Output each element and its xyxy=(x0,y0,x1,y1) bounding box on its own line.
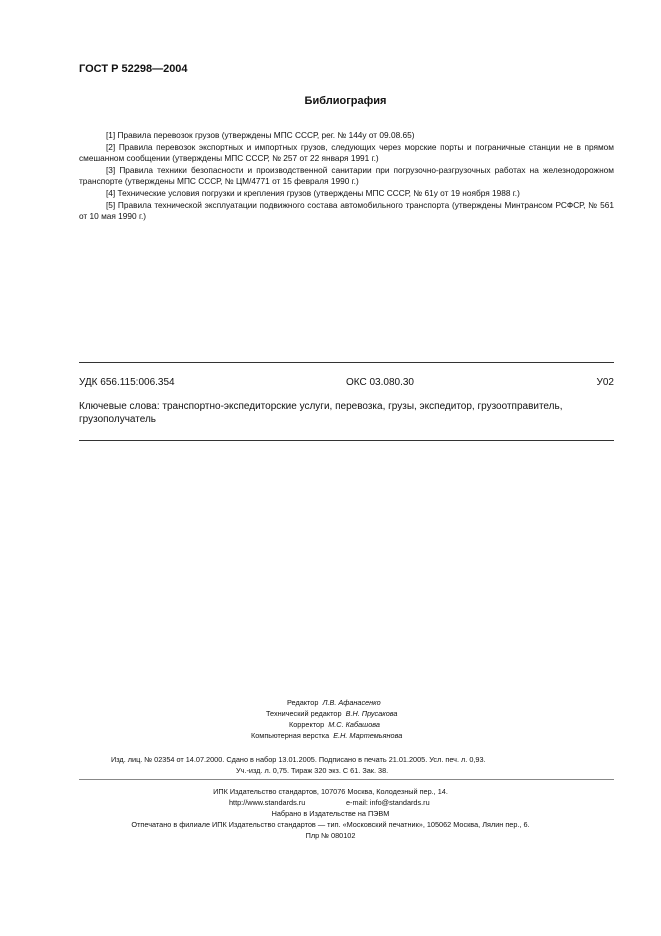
publisher-email[interactable]: e-mail: info@standards.ru xyxy=(346,798,430,807)
divider-bottom xyxy=(79,440,614,441)
divider-top xyxy=(79,362,614,363)
credit-role: Технический редактор xyxy=(266,709,342,718)
publisher-website[interactable]: http://www.standards.ru xyxy=(229,798,306,807)
publisher-line-3: Набрано в Издательстве на ПЭВМ xyxy=(271,809,390,818)
credit-role: Корректор xyxy=(289,720,325,729)
imprint-line-1: Изд. лиц. № 02354 от 14.07.2000. Сдано в набор 13.01.2005. Подписано в печать 21.01.2005. Усл. печ. л. 0,93. xyxy=(111,755,486,764)
bibliography-item-2: [2] Правила перевозок экспортных и импортных грузов, следующих через морские порты и пограничные станции не в прямом смешанном сообщении (утверждены МПС СССР, № 257 от 22 января 1991 г.) xyxy=(79,141,614,164)
publisher-line-4: Отпечатано в филиале ИПК Издательство стандартов — тип. «Московский печатник», 105062 Москва, Лялин пер., 6. xyxy=(131,820,530,829)
credit-editor xyxy=(287,697,381,708)
udk-code: УДК 656.115:006.354 xyxy=(79,377,175,388)
classification-code: У02 xyxy=(596,377,614,388)
divider-imprint xyxy=(79,779,614,780)
bibliography-item-5: [5] Правила технической эксплуатации подвижного состава автомобильного транспорта (утверждены Минтрансом РСФСР, № 561 от 10 мая 1990 г.) xyxy=(79,199,614,222)
credit-role: Компьютерная верстка xyxy=(251,731,330,740)
credit-name: В.Н. Прусакова xyxy=(345,709,398,718)
publisher-line-5: Плр № 080102 xyxy=(305,831,356,840)
credit-layout xyxy=(251,730,402,741)
bibliography-list xyxy=(79,130,614,223)
bibliography-item-3: [3] Правила техники безопасности и производственной санитарии при погрузочно-разгрузочных работах на железнодорожном транспорте (утверждены МПС СССР, № ЦМ/4771 от 15 февраля 1990 г.) xyxy=(79,164,614,187)
credit-corrector xyxy=(289,719,380,730)
publisher-line-1: ИПК Издательство стандартов, 107076 Москва, Колодезный пер., 14. xyxy=(213,787,448,796)
credit-name: Е.Н. Мартемьянова xyxy=(333,731,403,740)
credit-role: Редактор xyxy=(287,698,319,707)
imprint-line-2: Уч.-изд. л. 0,75. Тираж 320 экз. С 61. Зак. 38. xyxy=(236,766,389,775)
standard-code: ГОСТ Р 52298—2004 xyxy=(79,63,188,75)
credit-name: М.С. Кабашова xyxy=(328,720,380,729)
oks-code: ОКС 03.080.30 xyxy=(346,377,414,388)
bibliography-item-1: [1] Правила перевозок грузов (утверждены МПС СССР, рег. № 144у от 09.08.65) xyxy=(106,130,415,140)
bibliography-title: Библиография xyxy=(304,95,387,107)
keywords: Ключевые слова: транспортно-экспедиторские услуги, перевозка, грузы, экспедитор, грузоотправитель, грузополучатель xyxy=(79,401,563,425)
bibliography-item-4: [4] Технические условия погрузки и крепления грузов (утверждены МПС СССР, № 61у от 19 ноября 1988 г.) xyxy=(106,187,520,198)
credit-name: Л.В. Афанасенко xyxy=(322,698,381,707)
credit-tech-editor xyxy=(266,708,397,719)
